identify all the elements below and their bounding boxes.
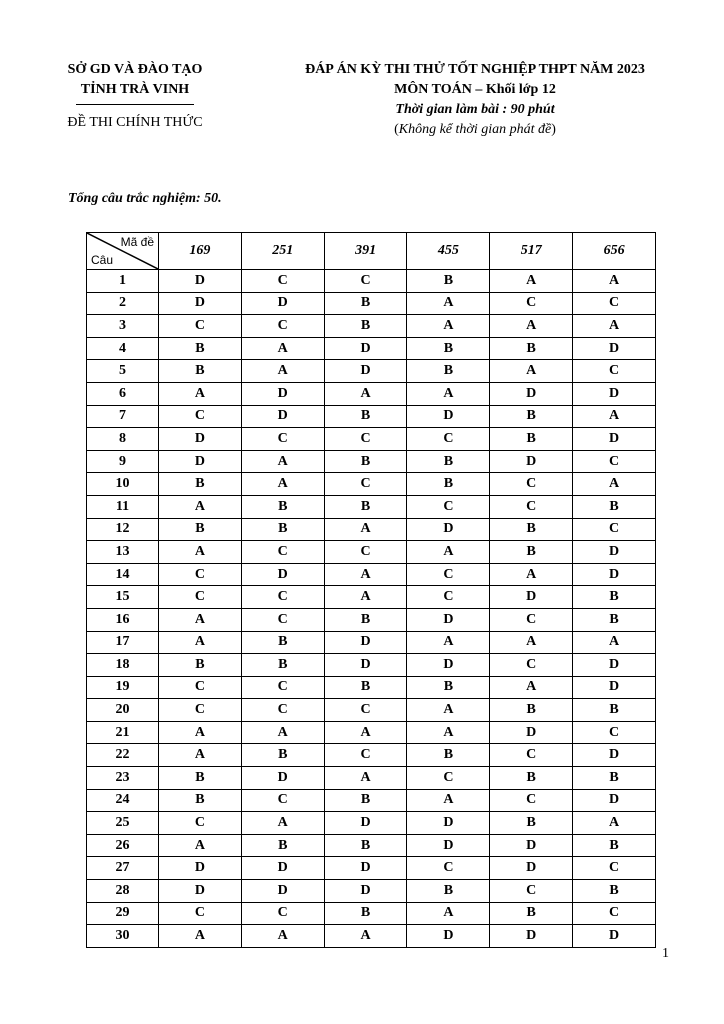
answer-cell: C [490, 789, 573, 812]
total-questions: Tổng câu trắc nghiệm: 50. [68, 191, 222, 206]
answer-cell: C [159, 812, 242, 835]
question-number: 2 [87, 292, 159, 315]
question-number: 15 [87, 586, 159, 609]
answer-cell: D [407, 812, 490, 835]
answer-cell: A [241, 812, 324, 835]
department-name: SỞ GD VÀ ĐÀO TẠO [67, 62, 203, 77]
answer-cell: C [407, 586, 490, 609]
exam-code-label: Mã đề [120, 235, 154, 249]
answer-cell: C [324, 541, 407, 564]
answer-cell: A [324, 382, 407, 405]
answer-cell: C [324, 744, 407, 767]
province-name: TỈNH TRÀ VINH [80, 82, 190, 97]
answer-cell: B [159, 789, 242, 812]
answer-cell: A [241, 925, 324, 948]
answer-cell: C [159, 676, 242, 699]
answer-cell: B [324, 789, 407, 812]
answer-cell: B [407, 744, 490, 767]
answer-cell: B [573, 880, 656, 903]
answer-cell: B [241, 495, 324, 518]
question-number: 29 [87, 902, 159, 925]
question-number: 17 [87, 631, 159, 654]
answer-cell: B [241, 518, 324, 541]
answer-cell: B [241, 631, 324, 654]
time-line: Thời gian làm bài : 90 phút [395, 102, 555, 117]
answer-cell: D [407, 834, 490, 857]
answer-cell: A [159, 631, 242, 654]
question-number: 19 [87, 676, 159, 699]
answer-cell: D [490, 450, 573, 473]
answer-cell: C [241, 315, 324, 338]
question-number: 5 [87, 360, 159, 383]
answer-cell: D [324, 654, 407, 677]
answer-cell: D [573, 541, 656, 564]
question-number: 20 [87, 699, 159, 722]
answer-cell: A [159, 721, 242, 744]
answer-cell: A [573, 812, 656, 835]
answer-cell: B [324, 495, 407, 518]
answer-cell: A [324, 721, 407, 744]
corner-cell [87, 233, 159, 270]
answer-cell: C [241, 541, 324, 564]
answer-cell: B [573, 586, 656, 609]
answer-table-body [87, 270, 656, 948]
answer-cell: D [324, 880, 407, 903]
question-number: 13 [87, 541, 159, 564]
question-number: 10 [87, 473, 159, 496]
question-number: 16 [87, 608, 159, 631]
table-row [87, 382, 656, 405]
answer-cell: B [241, 654, 324, 677]
question-number: 28 [87, 880, 159, 903]
answer-cell: C [241, 699, 324, 722]
question-number: 6 [87, 382, 159, 405]
answer-cell: A [324, 586, 407, 609]
answer-cell: C [490, 473, 573, 496]
exam-code-header: 169 [159, 233, 242, 270]
table-row [87, 654, 656, 677]
exam-code-header: 656 [573, 233, 656, 270]
answer-cell: A [159, 834, 242, 857]
answer-cell: B [407, 270, 490, 293]
table-row [87, 315, 656, 338]
answer-cell: A [490, 315, 573, 338]
table-row [87, 857, 656, 880]
question-number: 22 [87, 744, 159, 767]
answer-cell: B [241, 744, 324, 767]
question-label: Câu [91, 253, 114, 267]
table-row [87, 495, 656, 518]
answer-cell: D [241, 292, 324, 315]
answer-cell: D [159, 270, 242, 293]
answer-cell: D [324, 812, 407, 835]
answer-cell: C [159, 586, 242, 609]
answer-cell: D [159, 857, 242, 880]
table-row [87, 925, 656, 948]
answer-cell: A [407, 382, 490, 405]
answer-cell: C [407, 563, 490, 586]
question-number: 11 [87, 495, 159, 518]
answer-cell: C [407, 495, 490, 518]
answer-cell: A [241, 721, 324, 744]
question-number: 8 [87, 428, 159, 451]
note-open: ( [394, 122, 399, 137]
table-row [87, 721, 656, 744]
exam-code-header: 391 [324, 233, 407, 270]
answer-cell: C [324, 270, 407, 293]
answer-cell: A [159, 608, 242, 631]
answer-cell: C [490, 880, 573, 903]
answer-cell: C [573, 902, 656, 925]
answer-cell: A [241, 360, 324, 383]
exam-code-header: 251 [241, 233, 324, 270]
answer-cell: D [241, 880, 324, 903]
answer-cell: D [407, 405, 490, 428]
note-line [265, 120, 685, 140]
answer-cell: C [407, 767, 490, 790]
table-row [87, 360, 656, 383]
table-row [87, 744, 656, 767]
table-row [87, 880, 656, 903]
answer-cell: B [159, 360, 242, 383]
answer-cell: D [573, 744, 656, 767]
answer-cell: B [407, 676, 490, 699]
answer-cell: A [241, 337, 324, 360]
answer-cell: D [490, 586, 573, 609]
answer-cell: C [241, 902, 324, 925]
answer-cell: C [490, 292, 573, 315]
answer-cell: D [490, 857, 573, 880]
answer-cell: B [573, 699, 656, 722]
table-row [87, 450, 656, 473]
answer-cell: B [573, 495, 656, 518]
answer-cell: A [490, 631, 573, 654]
table-header-row [87, 233, 656, 270]
answer-cell: B [490, 812, 573, 835]
question-number: 3 [87, 315, 159, 338]
answer-cell: B [324, 315, 407, 338]
answer-cell: D [490, 925, 573, 948]
answer-cell: D [407, 608, 490, 631]
answer-cell: A [159, 541, 242, 564]
answer-cell: C [324, 473, 407, 496]
table-row [87, 405, 656, 428]
answer-cell: A [324, 518, 407, 541]
answer-cell: D [241, 767, 324, 790]
answer-cell: D [573, 654, 656, 677]
header-divider [76, 104, 194, 105]
answer-cell: A [490, 676, 573, 699]
answer-cell: B [324, 292, 407, 315]
answer-cell: C [324, 699, 407, 722]
answer-cell: A [324, 767, 407, 790]
answer-cell: D [573, 337, 656, 360]
answer-cell: B [490, 902, 573, 925]
note-close: ) [551, 122, 556, 137]
answer-cell: D [241, 857, 324, 880]
answer-cell: B [241, 834, 324, 857]
exam-code-header: 455 [407, 233, 490, 270]
answer-cell: B [490, 428, 573, 451]
answer-cell: A [573, 315, 656, 338]
table-row [87, 699, 656, 722]
answer-cell: A [159, 495, 242, 518]
answer-cell: C [490, 608, 573, 631]
answer-cell: A [241, 473, 324, 496]
note-text: Không kể thời gian phát đề [398, 122, 552, 137]
question-number: 27 [87, 857, 159, 880]
answer-cell: D [573, 382, 656, 405]
document-title: ĐÁP ÁN KỲ THI THỬ TỐT NGHIỆP THPT NĂM 2023 [305, 62, 645, 77]
answer-cell: B [324, 608, 407, 631]
answer-cell: D [159, 428, 242, 451]
table-row [87, 292, 656, 315]
question-number: 7 [87, 405, 159, 428]
answer-cell: C [159, 315, 242, 338]
answer-cell: B [324, 450, 407, 473]
answer-cell: B [159, 473, 242, 496]
header-right [265, 60, 685, 140]
answer-cell: B [324, 405, 407, 428]
answer-cell: C [490, 744, 573, 767]
answer-cell: A [573, 631, 656, 654]
answer-cell: A [159, 382, 242, 405]
answer-cell: A [490, 360, 573, 383]
answer-cell: D [241, 405, 324, 428]
answer-cell: A [241, 450, 324, 473]
table-row [87, 631, 656, 654]
answer-cell: D [159, 880, 242, 903]
answer-cell: A [490, 270, 573, 293]
answer-cell: B [407, 450, 490, 473]
question-number: 23 [87, 767, 159, 790]
subject-line: MÔN TOÁN – Khối lớp 12 [394, 82, 556, 97]
answer-cell: A [573, 473, 656, 496]
answer-cell: D [573, 428, 656, 451]
table-row [87, 518, 656, 541]
official-exam-label: ĐỀ THI CHÍNH THỨC [67, 115, 203, 130]
answer-cell: B [159, 337, 242, 360]
question-number: 14 [87, 563, 159, 586]
answer-cell: D [324, 360, 407, 383]
answer-cell: C [573, 292, 656, 315]
answer-cell: D [573, 925, 656, 948]
question-number: 25 [87, 812, 159, 835]
answer-cell: C [324, 428, 407, 451]
answer-cell: D [324, 631, 407, 654]
answer-cell: C [573, 518, 656, 541]
answer-cell: C [241, 586, 324, 609]
answer-cell: B [490, 405, 573, 428]
answer-cell: D [324, 337, 407, 360]
answer-cell: B [490, 337, 573, 360]
answer-cell: D [573, 789, 656, 812]
answer-cell: D [573, 563, 656, 586]
header-left [40, 60, 230, 133]
answer-cell: D [407, 654, 490, 677]
table-row [87, 473, 656, 496]
answer-cell: B [159, 518, 242, 541]
answer-cell: A [159, 925, 242, 948]
table-row [87, 812, 656, 835]
answer-cell: A [407, 699, 490, 722]
answer-cell: B [324, 902, 407, 925]
answer-cell: C [159, 902, 242, 925]
question-number: 24 [87, 789, 159, 812]
answer-cell: A [407, 631, 490, 654]
answer-cell: C [573, 721, 656, 744]
answer-cell: D [573, 676, 656, 699]
table-row [87, 789, 656, 812]
answer-cell: B [573, 608, 656, 631]
table-row [87, 767, 656, 790]
table-row [87, 270, 656, 293]
answer-cell: C [407, 857, 490, 880]
answer-cell: D [407, 925, 490, 948]
answer-cell: D [241, 563, 324, 586]
answer-cell: B [324, 834, 407, 857]
table-row [87, 586, 656, 609]
answer-cell: B [159, 654, 242, 677]
answer-cell: D [241, 382, 324, 405]
answer-cell: B [490, 767, 573, 790]
question-number: 12 [87, 518, 159, 541]
answer-cell: D [490, 382, 573, 405]
answer-cell: D [159, 292, 242, 315]
answer-cell: C [241, 676, 324, 699]
answer-cell: B [490, 699, 573, 722]
answer-cell: D [490, 834, 573, 857]
answer-cell: C [573, 360, 656, 383]
answer-cell: B [490, 518, 573, 541]
answer-cell: A [324, 925, 407, 948]
answer-cell: C [407, 428, 490, 451]
answer-cell: B [490, 541, 573, 564]
exam-code-header: 517 [490, 233, 573, 270]
answer-cell: D [490, 721, 573, 744]
answer-cell: C [573, 857, 656, 880]
answer-cell: D [159, 450, 242, 473]
answer-cell: A [407, 902, 490, 925]
answer-cell: A [490, 563, 573, 586]
question-number: 1 [87, 270, 159, 293]
answer-cell: B [407, 360, 490, 383]
answer-cell: C [573, 450, 656, 473]
question-number: 9 [87, 450, 159, 473]
table-row [87, 541, 656, 564]
answer-cell: B [407, 880, 490, 903]
answer-cell: C [490, 495, 573, 518]
answer-cell: A [407, 541, 490, 564]
answer-cell: C [159, 405, 242, 428]
answer-cell: C [241, 789, 324, 812]
table-row [87, 902, 656, 925]
question-number: 4 [87, 337, 159, 360]
page-number: 1 [662, 946, 669, 961]
answer-cell: C [159, 699, 242, 722]
answer-cell: A [407, 721, 490, 744]
table-row [87, 337, 656, 360]
answer-cell: B [573, 834, 656, 857]
table-row [87, 563, 656, 586]
table-row [87, 428, 656, 451]
answer-cell: B [407, 473, 490, 496]
answer-cell: C [241, 270, 324, 293]
answer-cell: B [159, 767, 242, 790]
answer-cell: B [407, 337, 490, 360]
answer-cell: A [159, 744, 242, 767]
question-number: 21 [87, 721, 159, 744]
answer-cell: A [324, 563, 407, 586]
answer-cell: D [407, 518, 490, 541]
answer-cell: C [241, 608, 324, 631]
table-row [87, 676, 656, 699]
answer-cell: C [241, 428, 324, 451]
table-row [87, 608, 656, 631]
answer-cell: C [159, 563, 242, 586]
answer-cell: C [490, 654, 573, 677]
answer-cell: D [324, 857, 407, 880]
answer-cell: A [407, 789, 490, 812]
answer-cell: A [407, 292, 490, 315]
answer-cell: A [573, 405, 656, 428]
answer-cell: A [573, 270, 656, 293]
question-number: 30 [87, 925, 159, 948]
question-number: 18 [87, 654, 159, 677]
answer-cell: B [573, 767, 656, 790]
table-row [87, 834, 656, 857]
answer-cell: B [324, 676, 407, 699]
question-number: 26 [87, 834, 159, 857]
answer-table [86, 232, 656, 948]
answer-cell: A [407, 315, 490, 338]
